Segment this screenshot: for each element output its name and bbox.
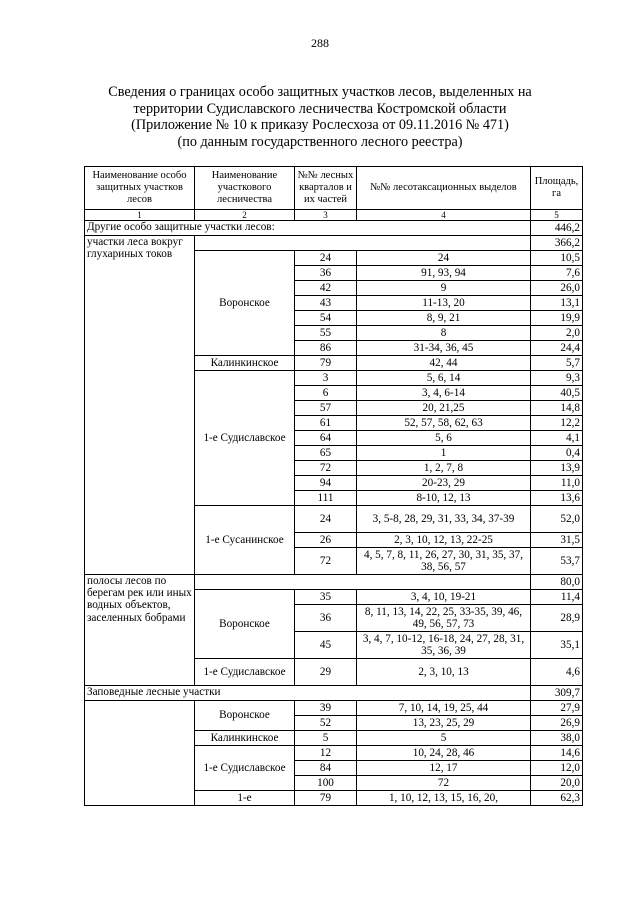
title-line: Сведения о границах особо защитных участков лесов, выделенных на [108,84,532,100]
allotment-cell: 11-13, 20 [357,296,531,311]
quarter-cell: 5 [295,731,357,746]
allotment-cell: 42, 44 [357,356,531,371]
allotment-cell: 24 [357,251,531,266]
empty-cell [195,575,531,590]
quarter-cell: 54 [295,311,357,326]
header-row [85,167,583,210]
area-cell: 10,5 [531,251,583,266]
area-cell: 14,8 [531,401,583,416]
forestry-name: 1-е [195,791,295,806]
area-cell: 2,0 [531,326,583,341]
section-row [85,221,583,236]
area-cell: 4,1 [531,431,583,446]
quarter-cell: 72 [295,461,357,476]
column-number: 2 [195,210,295,221]
section-row [85,686,583,701]
area-cell: 53,7 [531,548,583,575]
area-cell: 0,4 [531,446,583,461]
quarter-cell: 52 [295,716,357,731]
area-cell: 9,3 [531,371,583,386]
quarter-cell: 24 [295,506,357,533]
area-cell: 5,7 [531,356,583,371]
area-cell: 12,2 [531,416,583,431]
section-label: Заповедные лесные участки [85,686,531,701]
quarter-cell: 29 [295,659,357,686]
area-cell: 14,6 [531,746,583,761]
quarter-cell: 36 [295,266,357,281]
section-label: Другие особо защитные участки лесов: [85,221,531,236]
area-cell: 26,0 [531,281,583,296]
quarter-cell: 39 [295,701,357,716]
area-cell: 28,9 [531,605,583,632]
allotment-cell: 5, 6 [357,431,531,446]
category-name: полосы лесов по берегам рек или иных водных объектов, заселенных бобрами [85,575,195,686]
area-cell: 24,4 [531,341,583,356]
allotment-cell: 8, 9, 21 [357,311,531,326]
area-cell: 4,6 [531,659,583,686]
quarter-cell: 57 [295,401,357,416]
quarter-cell: 64 [295,431,357,446]
area-cell: 40,5 [531,386,583,401]
quarter-cell: 43 [295,296,357,311]
allotment-cell: 5, 6, 14 [357,371,531,386]
area-cell: 26,9 [531,716,583,731]
allotment-cell: 91, 93, 94 [357,266,531,281]
forestry-name: Воронское [195,701,295,731]
allotment-cell: 5 [357,731,531,746]
area-cell: 13,1 [531,296,583,311]
allotment-cell: 20, 21,25 [357,401,531,416]
allotment-cell: 72 [357,776,531,791]
allotment-cell: 9 [357,281,531,296]
area-cell: 20,0 [531,776,583,791]
forestry-name: 1-е Судиславское [195,746,295,791]
column-header: Площадь, га [531,167,583,210]
empty-cell [195,236,531,251]
allotment-cell: 1, 2, 7, 8 [357,461,531,476]
forestry-name: Калинкинское [195,731,295,746]
allotment-cell: 12, 17 [357,761,531,776]
area-cell: 7,6 [531,266,583,281]
quarter-cell: 35 [295,590,357,605]
allotment-cell: 20-23, 29 [357,476,531,491]
title-line: территории Судиславского лесничества Костромской области [133,100,507,117]
area-cell: 27,9 [531,701,583,716]
column-number: 4 [357,210,531,221]
category-name: участки леса вокруг глухариных токов [85,236,195,575]
allotment-cell: 3, 4, 6-14 [357,386,531,401]
allotment-cell: 8, 11, 13, 14, 22, 25, 33-35, 39, 46, 49, 56, 57, 73 [357,605,531,632]
area-cell: 38,0 [531,731,583,746]
allotment-cell: 7, 10, 14, 19, 25, 44 [357,701,531,716]
quarter-cell: 111 [295,491,357,506]
quarter-cell: 24 [295,251,357,266]
allotment-cell: 1 [357,446,531,461]
column-header: №№ лесных кварталов и их частей [295,167,357,210]
forestry-name: Воронское [195,590,295,659]
quarter-cell: 55 [295,326,357,341]
allotment-cell: 3, 4, 7, 10-12, 16-18, 24, 27, 28, 31, 35, 36, 39 [357,632,531,659]
quarter-cell: 100 [295,776,357,791]
forestry-name: 1-е Сусанинское [195,506,295,575]
allotment-cell: 1, 10, 12, 13, 15, 16, 20, [357,791,531,806]
document-title [60,84,580,150]
forestry-name: Калинкинское [195,356,295,371]
quarter-cell: 79 [295,791,357,806]
quarter-cell: 94 [295,476,357,491]
quarter-cell: 61 [295,416,357,431]
allotment-cell: 52, 57, 58, 62, 63 [357,416,531,431]
forestry-name: 1-е Судиславское [195,371,295,506]
column-header: №№ лесотаксационных выделов [357,167,531,210]
table-row [85,701,583,716]
allotment-cell: 4, 5, 7, 8, 11, 26, 27, 30, 31, 35, 37, 38, 56, 57 [357,548,531,575]
allotment-cell: 10, 24, 28, 46 [357,746,531,761]
column-header: Наименование участкового лесничества [195,167,295,210]
area-cell: 52,0 [531,506,583,533]
quarter-cell: 3 [295,371,357,386]
allotment-cell: 3, 4, 10, 19-21 [357,590,531,605]
forestry-name: Воронское [195,251,295,356]
area-cell: 19,9 [531,311,583,326]
quarter-cell: 72 [295,548,357,575]
table-row [85,575,583,590]
category-area: 366,2 [531,236,583,251]
quarter-cell: 79 [295,356,357,371]
quarter-cell: 12 [295,746,357,761]
allotment-cell: 8-10, 12, 13 [357,491,531,506]
allotment-cell: 8 [357,326,531,341]
category-area: 80,0 [531,575,583,590]
title-line: (Приложение № 10 к приказу Рослесхоза от 09.11.2016 № 471) [131,117,509,133]
quarter-cell: 65 [295,446,357,461]
page-number: 288 [311,36,329,50]
allotment-cell: 3, 5-8, 28, 29, 31, 33, 34, 37-39 [357,506,531,533]
area-cell: 11,0 [531,476,583,491]
protected-forest-table [84,166,583,806]
forestry-name: 1-е Судиславское [195,659,295,686]
quarter-cell: 6 [295,386,357,401]
area-cell: 13,9 [531,461,583,476]
area-cell: 13,6 [531,491,583,506]
allotment-cell: 2, 3, 10, 13 [357,659,531,686]
section-area: 446,2 [531,221,583,236]
section-area: 309,7 [531,686,583,701]
title-line: (по данным государственного лесного реестра) [177,133,463,150]
quarter-cell: 36 [295,605,357,632]
area-cell: 12,0 [531,761,583,776]
quarter-cell: 42 [295,281,357,296]
column-header: Наименование особо защитных участков лесов [85,167,195,210]
quarter-cell: 86 [295,341,357,356]
allotment-cell: 2, 3, 10, 12, 13, 22-25 [357,533,531,548]
area-cell: 11,4 [531,590,583,605]
area-cell: 35,1 [531,632,583,659]
table-row [85,236,583,251]
quarter-cell: 84 [295,761,357,776]
quarter-cell: 45 [295,632,357,659]
column-number-row [85,210,583,221]
allotment-cell: 31-34, 36, 45 [357,341,531,356]
area-cell: 31,5 [531,533,583,548]
area-cell: 62,3 [531,791,583,806]
column-number: 5 [531,210,583,221]
empty-cell [85,701,195,806]
column-number: 1 [85,210,195,221]
column-number: 3 [295,210,357,221]
quarter-cell: 26 [295,533,357,548]
allotment-cell: 13, 23, 25, 29 [357,716,531,731]
